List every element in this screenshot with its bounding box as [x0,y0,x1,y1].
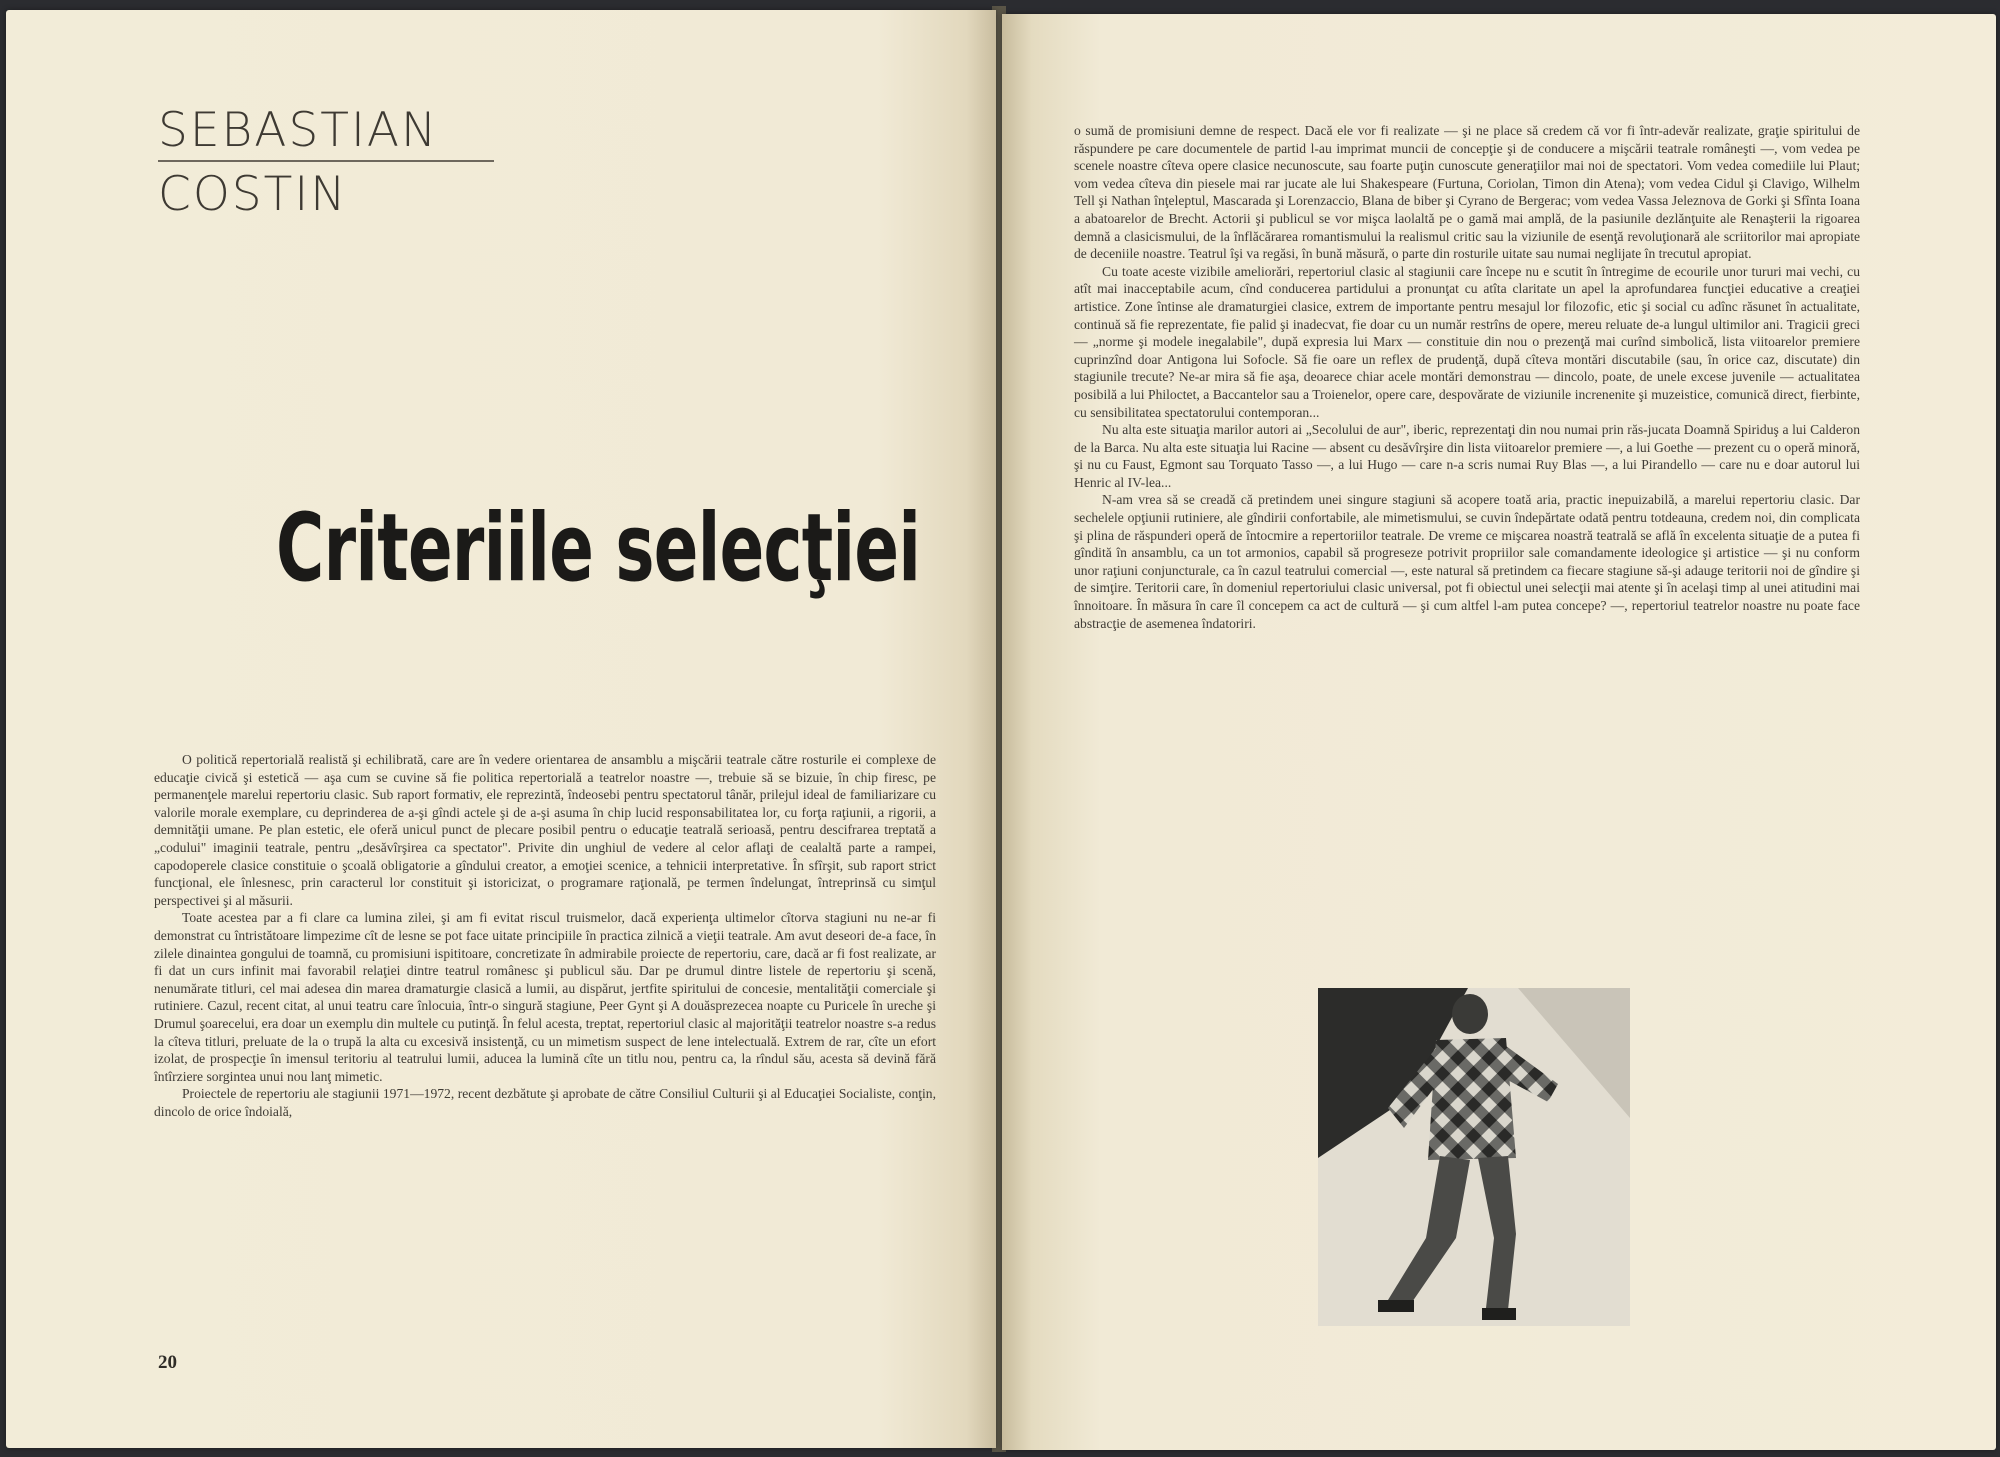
author-name [158,102,498,224]
left-column-text [154,751,936,1120]
paragraph: N-am vrea să se creadă că pretindem unei singure stagiuni să acopere toată aria, practic inepuizabilă, a marelui repertoriu clasic. Dar sechelele opţiunii rutiniere, ale gîndirii confortabile, ale mimetismului, se cuvin îndepărtate odată pentru totdeauna, credem noi, din complicata şi plina de răspunderi operă de întocmire a repertoriilor teatrale. De vreme ce mişcarea noastră teatrală se află în excelenta situaţie de a putea fi gîndită în ansamblu, ca un tot armonios, capabil să progreseze potrivit propriilor sale comandamente ideologice şi artistice — şi nu conform unor raţiuni conjuncturale, ca în cazul teatrului comercial —, este natural să pretindem ca fiecare stagiune să-şi adauge teritorii noi de gîndire şi de simţire. Teritorii care, în domeniul repertoriului clasic universal, pot fi obiectul unei selecţii mai atente şi în acelaşi timp al unei atitudini mai înnoitoare. În măsura în care îl concepem ca act de cultură — şi cum altfel l-am putea concepe? —, repertoriul teatrelor noastre nu poate face abstracţie de asemenea îndatoriri. [1074,492,1860,631]
paragraph: Toate acestea par a fi clare ca lumina zilei, şi am fi evitat riscul truismelor, dacă experienţa ultimelor cîtorva stagiuni nu ne-ar fi demonstrat cu întristătoare limpezime cît de lesne se pot face uitate principiile în practica zilnică a vieţii teatrale. Am avut deseori de-a face, în zilele dinaintea gongului de toamnă, cu promisiuni ispititoare, concretizate în admirabile proiecte de repertoriu, care, dacă ar fi fost realizate, ar fi dat un curs infinit mai favorabil relaţiei dintre teatrul românesc şi publicul său. Dar pe drumul dintre listele de repertoriu şi scenă, nenumărate titluri, cel mai adesea din marea dramaturgie clasică a lumii, au dispărut, jertfite spiritului de concesie, mentalităţii comerciale şi rutiniere. Cazul, recent citat, al unui teatru care înlocuia, într-o singură stagiune, Peer Gynt şi A douăsprezecea noapte cu Puricele în ureche şi Drumul şoarecelui, era doar un exemplu din multele cu putinţă. În felul acesta, treptat, repertoriul clasic al majorităţii teatrelor noastre s-a redus la cîteva titluri, preluate de la o trupă la alta cu excesivă insistenţă, cu un mimetism suspect de lene intelectuală. Extrem de rar, cîte un efort izolat, de prospecţie în imensul teritoriu al teatrului lumii, aducea la lumină cîte un titlu nou, pentru ca, la rîndul său, acesta să devină fără întîrziere sorgintea unui nou lanţ mimetic. [154,910,936,1084]
article-title: Criteriile selecţiei [276,494,921,603]
page-number: 20 [158,1352,177,1373]
paragraph: Cu toate aceste vizibile ameliorări, repertoriul clasic al stagiunii care începe nu e scutit în întregime de ecourile unor tururi mai vechi, cu atît mai inacceptabile acum, cînd conducerea partidului a pronunţat cu atîta claritate un apel la aprofundarea funcţiei educative a creaţiei artistice. Zone întinse ale dramaturgiei clasice, extrem de importante pentru mesajul lor filozofic, etic şi social cu adînc răsunet în actualitate, continuă să fie reprezentate, fie palid şi inadecvat, fie doar cu un număr restrîns de opere, mereu reluate de-a lungul ultimilor ani. Tragicii greci — „norme şi modele inegalabile", după expresia lui Marx — constituie din nou o prezenţă mai curînd simbolică, lista viitoarelor premiere cuprinzînd doar Antigona lui Sofocle. Să fie oare un reflex de prudenţă, după cîteva montări discutabile (sau, în orice caz, discutate) din stagiunile trecute? Ne-ar mira să fie aşa, deoarece chiar acele montări demonstrau — dincolo, poate, de unele excese juvenile — actualitatea posibilă a lui Philoctet, a Baccantelor sau a Troienelor, opere care, despovărate de viziunile increnenite şi muzeistice, comunică direct, fierbinte, cu sensibilitatea spectatorului contemporan... [1074,263,1860,420]
paragraph: Nu alta este situaţia marilor autori ai „Secolului de aur", iberic, reprezentaţi din nou numai prin răs-jucata Doamnă Spiriduş a lui Calderon de la Barca. Nu alta este situaţia lui Racine — absent cu desăvîrşire din lista viitoarelor premiere —, a lui Goethe — prezent cu o operă minoră, şi nu cu Faust, Egmont sau Torquato Tasso —, a lui Hugo — care n-a scris numai Ruy Blas —, a lui Pirandello — care nu e doar autorul lui Henric al IV-lea... [1074,422,1860,490]
author-first-name: SEBASTIAN [158,103,439,158]
left-page [6,10,996,1448]
right-column-text [1074,122,1860,632]
harlequin-figure-image [1318,988,1630,1326]
paragraph: o sumă de promisiuni demne de respect. Dacă ele vor fi realizate — şi ne place să credem că vor fi într-adevăr realizate, graţie spiritului de răspundere pe care documentele de partid l-au imprimat muncii de concepţie şi de conducere a mişcării teatrale româneşti —, vom vedea pe scenele noastre cîteva opere clasice necunoscute, sau foarte puţin cunoscute generaţiilor mai noi de spectatori. Vom vedea comediile lui Plaut; vom vedea cîteva din piesele mai rar jucate ale lui Shakespeare (Furtuna, Coriolan, Timon din Atena); vom vedea Cidul şi Clavigo, Wilhelm Tell şi Nathan înţeleptul, Mascarada şi Lorenzaccio, Blana de biber şi Cyrano de Bergerac; vom vedea Vassa Jeleznova de Gorki şi Sfînta Ioana a abatoarelor de Brecht. Actorii şi publicul se vor mişca laolaltă pe o gamă mai amplă, de la pasiunile dezlănţuite ale Renaşterii la rigoarea demnă a clasicismului, de la înflăcărarea romantismului la realismul critic sau la viziunile de esenţă revoluţionară ale scriitorilor mai apropiate de deceniile noastre. Teatrul îşi va regăsi, în bună măsură, o parte din rosturile uitate sau numai neglijate în trecutul apropiat. [1074,123,1860,262]
author-divider [158,160,494,162]
paragraph: Proiectele de repertoriu ale stagiunii 1971—1972, recent dezbătute şi aprobate de către Consiliul Culturii şi al Educaţiei Socialiste, conţin, dincolo de orice îndoială, [154,1086,936,1119]
paragraph: O politică repertorială realistă şi echilibrată, care are în vedere orientarea de ansamblu a mişcării teatrale către rosturile ei complexe de educaţie civică şi estetică — aşa cum se cuvine să fie politica repertorială a teatrelor noastre —, trebuie să se bizuie, în chip firesc, pe permanenţele marelui repertoriu clasic. Sub raport formativ, ele reprezintă, îndeosebi pentru spectatorul tânăr, prilejul ideal de familiarizare cu valorile morale exemplare, cu deprinderea de a-şi gîndi actele şi de a-şi asuma în chip lucid responsabilitatea lor, cu forţa raţiunii, a rigorii, a demnităţii umane. Pe plan estetic, ele oferă unicul punct de plecare posibil pentru o educaţie teatrală serioasă, pentru descifrarea treptată a „codului" imaginii teatrale, pentru „desăvîrşirea ca spectator". Privite din unghiul de vedere al celor aflaţi de cealaltă parte a rampei, capodoperele clasice constituie o şcoală obligatorie a gîndului creator, a emoţiei scenice, a tehnicii interpretative. În sfîrşit, sub raport strict funcţional, ele înlesnesc, prin caracterul lor constituit şi istoricizat, o programare raţională, pe termen îndelungat, întreprinsă cu simţul perspectivei şi al măsurii. [154,752,936,908]
harlequin-photo [1318,988,1630,1326]
author-last-name: COSTIN [158,167,348,222]
